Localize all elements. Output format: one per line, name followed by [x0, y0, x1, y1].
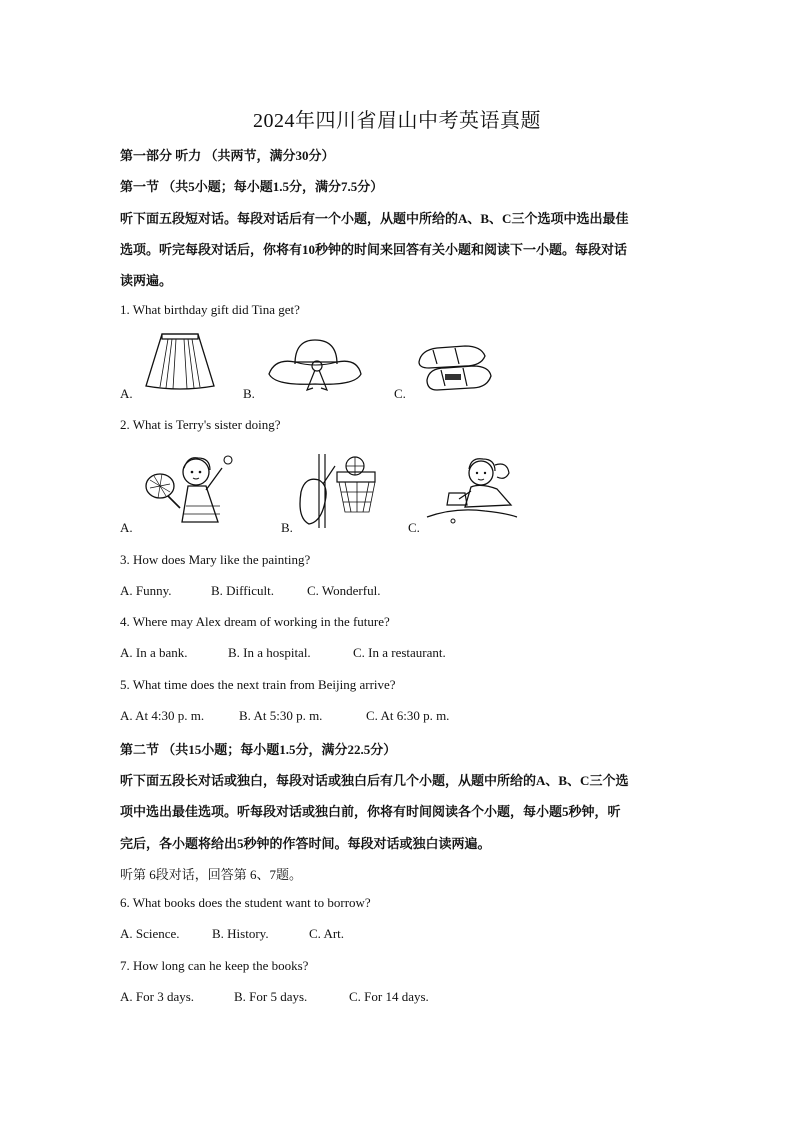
question-5-stem: 5. What time does the next train from Beijing arrive? [120, 677, 396, 692]
section2-instruction-line: 听下面五段长对话或独白，每段对话或独白后有几个小题，从题中所给的A、B、C三个选 [120, 773, 629, 788]
section2-instruction-line: 完后，各小题将给出5秒钟的作答时间。每段对话或独白读两遍。 [120, 836, 491, 851]
question-4-stem: 4. Where may Alex dream of working in the future? [120, 614, 390, 629]
q7-option-a[interactable]: A. For 3 days. [120, 989, 195, 1004]
q3-option-a[interactable]: A. Funny. [120, 583, 172, 598]
q1-option-a-label: A. [120, 386, 133, 401]
question-5-options [120, 708, 449, 724]
shoes-picture [415, 338, 495, 394]
section1-heading: 第一节 （共5小题；每小题1.5分，满分7.5分） [120, 179, 384, 194]
section2-heading: 第二节 （共15小题；每小题1.5分，满分22.5分） [120, 742, 397, 757]
question-7-stem: 7. How long can he keep the books? [120, 958, 309, 973]
q5-option-c[interactable]: C. At 6:30 p. m. [366, 708, 450, 723]
q7-option-c[interactable]: C. For 14 days. [349, 989, 429, 1004]
question-3-stem: 3. How does Mary like the painting? [120, 552, 311, 567]
question-2-stem: 2. What is Terry's sister doing? [120, 417, 281, 432]
section1-instruction-line: 读两遍。 [120, 273, 173, 288]
basketball-picture [295, 452, 381, 528]
section1-instruction-line: 听下面五段短对话。每段对话后有一个小题，从题中所给的A、B、C三个选项中选出最佳 [120, 211, 629, 226]
dialog-note: 听第 6段对话，回答第 6、7题。 [120, 867, 303, 882]
question-7-options [120, 989, 429, 1005]
q7-option-b[interactable]: B. For 5 days. [234, 989, 308, 1004]
q1-option-c-label: C. [394, 386, 406, 401]
question-3-options [120, 583, 380, 599]
q2-option-a-label: A. [120, 520, 133, 535]
q5-option-a[interactable]: A. At 4:30 p. m. [120, 708, 205, 723]
q2-option-c-label: C. [408, 520, 420, 535]
q3-option-c[interactable]: C. Wonderful. [307, 583, 381, 598]
skirt-picture [140, 330, 220, 392]
q6-option-b[interactable]: B. History. [212, 926, 269, 941]
q1-option-b-label: B. [243, 386, 255, 401]
q6-option-a[interactable]: A. Science. [120, 926, 180, 941]
question-6-stem: 6. What books does the student want to borrow? [120, 895, 371, 910]
question-4-options [120, 645, 446, 661]
tennis-girl-picture [140, 450, 240, 528]
q3-option-b[interactable]: B. Difficult. [211, 583, 274, 598]
section2-instruction-line: 项中选出最佳选项。听每段对话或独白前，你将有时间阅读各个小题，每小题5秒钟，听 [120, 804, 621, 819]
q6-option-c[interactable]: C. Art. [309, 926, 345, 941]
q4-option-b[interactable]: B. In a hospital. [228, 645, 311, 660]
sandcastle-girl-picture [425, 455, 519, 527]
part1-heading: 第一部分 听力 （共两节，满分30分） [120, 148, 335, 163]
section1-instruction-line: 选项。听完每段对话后，你将有10秒钟的时间来回答有关小题和阅读下一小题。每段对话 [120, 242, 628, 257]
q5-option-b[interactable]: B. At 5:30 p. m. [239, 708, 323, 723]
q4-option-a[interactable]: A. In a bank. [120, 645, 188, 660]
page-title: 2024年四川省眉山中考英语真题 [253, 110, 541, 132]
question-1-stem: 1. What birthday gift did Tina get? [120, 302, 300, 317]
hat-picture [265, 334, 365, 392]
q2-option-b-label: B. [281, 520, 293, 535]
question-6-options [120, 926, 344, 942]
q4-option-c[interactable]: C. In a restaurant. [353, 645, 446, 660]
